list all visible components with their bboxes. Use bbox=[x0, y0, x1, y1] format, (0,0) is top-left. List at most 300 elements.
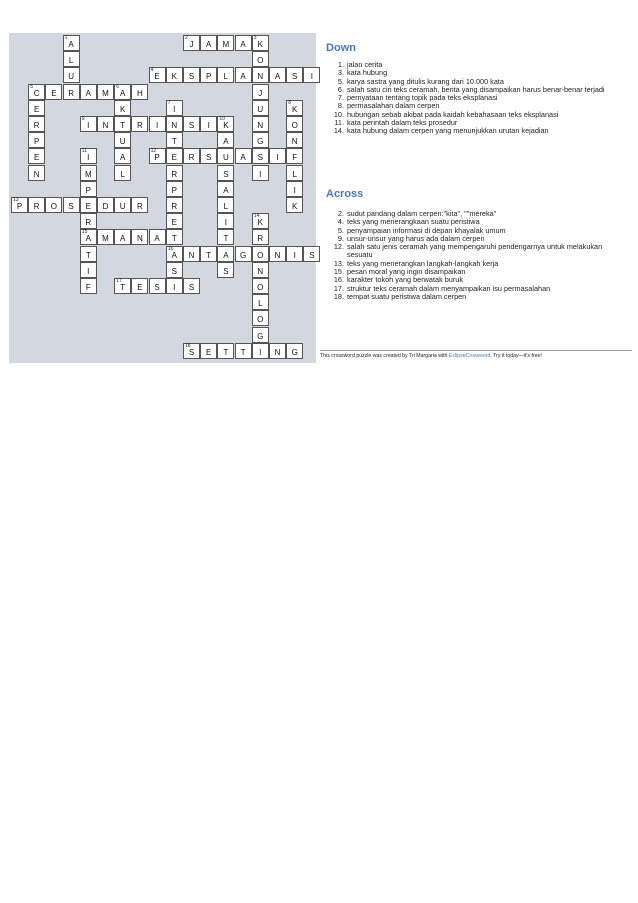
cell-letter: T bbox=[240, 347, 246, 357]
grid-cell[interactable] bbox=[80, 246, 97, 262]
grid-cell[interactable] bbox=[166, 197, 183, 213]
grid-cell[interactable] bbox=[183, 278, 200, 294]
cell-letter: A bbox=[68, 40, 74, 49]
clue-number: 9 bbox=[81, 116, 85, 122]
cell-letter: O bbox=[50, 202, 57, 211]
grid-cell[interactable] bbox=[28, 197, 45, 213]
grid-cell[interactable] bbox=[166, 229, 183, 245]
cell-letter: N bbox=[257, 72, 264, 82]
grid-cell[interactable] bbox=[80, 148, 97, 164]
clue-number: 6. bbox=[337, 84, 344, 94]
cell-letter: I bbox=[87, 153, 90, 163]
cell-letter: K bbox=[223, 121, 229, 130]
grid-cell[interactable] bbox=[252, 213, 269, 229]
grid-cell[interactable] bbox=[252, 148, 269, 164]
cell-letter: R bbox=[85, 218, 92, 228]
crossword-grid bbox=[9, 33, 316, 363]
clue-number: 5. bbox=[337, 76, 344, 86]
cell-letter: A bbox=[120, 88, 126, 98]
clue-number: 14. bbox=[333, 126, 344, 136]
clue-text: hubungan sebab akibat pada kaidah kebahasaan teks eksplanasi bbox=[347, 109, 559, 119]
clue-text: unsur-unsur yang harus ada dalam cerpen bbox=[347, 233, 485, 243]
cell-letter: U bbox=[257, 104, 264, 114]
cell-letter: S bbox=[188, 121, 195, 130]
grid-cell[interactable] bbox=[235, 148, 252, 164]
cell-letter: E bbox=[34, 104, 40, 114]
cell-letter: M bbox=[102, 88, 109, 98]
grid-cell[interactable] bbox=[286, 181, 303, 197]
cell-letter: S bbox=[223, 266, 229, 276]
clue-number: 11. bbox=[334, 118, 344, 128]
cell-letter: D bbox=[102, 202, 109, 211]
grid-cell[interactable] bbox=[252, 116, 269, 132]
across-clue-list bbox=[323, 210, 629, 301]
clue-number: 13. bbox=[333, 258, 344, 268]
across-clue bbox=[323, 243, 629, 260]
cell-letter: G bbox=[239, 250, 247, 260]
grid-cell[interactable] bbox=[80, 229, 97, 245]
grid-cell[interactable] bbox=[166, 262, 183, 278]
clue-text: kata perintah dalam teks prosedur bbox=[347, 118, 458, 128]
cell-letter: T bbox=[171, 137, 177, 147]
cell-letter: R bbox=[137, 121, 143, 130]
cell-letter: A bbox=[120, 153, 126, 163]
grid-cell[interactable] bbox=[217, 165, 234, 181]
clue-number: 12 bbox=[150, 148, 157, 155]
grid-cell[interactable] bbox=[183, 67, 200, 83]
grid-cell[interactable] bbox=[80, 181, 97, 197]
clue-text: sudut pandang dalam cerpen:"kita", ""mereka" bbox=[347, 209, 497, 218]
cell-letter: U bbox=[119, 202, 126, 211]
cell-letter: E bbox=[154, 72, 160, 82]
grid-cell[interactable] bbox=[217, 67, 234, 83]
clue-text: karya sastra yang ditulis kurang dari 10.000 kata bbox=[347, 76, 504, 86]
cell-letter: K bbox=[257, 218, 263, 228]
cell-letter: N bbox=[33, 169, 40, 179]
grid-cell[interactable] bbox=[252, 343, 269, 359]
grid-cell[interactable] bbox=[252, 310, 269, 326]
grid-cell[interactable] bbox=[63, 67, 80, 83]
clue-number: 11 bbox=[81, 148, 87, 155]
grid-cell[interactable] bbox=[114, 100, 131, 116]
clue-text: kata hubung dalam cerpen yang menunjukkan urutan kejadian bbox=[347, 126, 549, 136]
grid-cell[interactable] bbox=[45, 197, 62, 213]
cell-letter: N bbox=[257, 266, 264, 276]
cell-letter: P bbox=[154, 153, 160, 163]
cell-letter: M bbox=[222, 40, 230, 49]
grid-cell[interactable] bbox=[149, 116, 166, 132]
clue-number: 4 bbox=[150, 67, 154, 74]
cell-letter: I bbox=[207, 121, 210, 130]
clue-number: 2. bbox=[337, 209, 344, 218]
cell-letter: R bbox=[188, 153, 195, 163]
grid-cell[interactable] bbox=[235, 35, 252, 51]
cell-letter: A bbox=[120, 234, 126, 244]
grid-cell[interactable] bbox=[252, 132, 269, 148]
cell-letter: A bbox=[240, 40, 246, 49]
grid-cell[interactable] bbox=[252, 35, 269, 51]
cell-letter: E bbox=[85, 202, 91, 211]
cell-letter: A bbox=[85, 88, 91, 98]
cell-letter: F bbox=[85, 283, 91, 292]
eclipsecrossword-link[interactable]: EclipseCrossword bbox=[448, 353, 491, 359]
grid-cell[interactable] bbox=[183, 116, 200, 132]
grid-cell[interactable] bbox=[252, 165, 269, 181]
grid-cell[interactable] bbox=[28, 148, 45, 164]
cell-letter: L bbox=[258, 299, 263, 309]
cell-letter: I bbox=[293, 250, 296, 260]
cell-letter: N bbox=[257, 121, 264, 130]
credit-prefix: This crossword puzzle was created by Tri Margaria with bbox=[320, 353, 449, 359]
cell-letter: S bbox=[68, 202, 74, 211]
clue-number: 17. bbox=[333, 283, 344, 293]
cell-letter: A bbox=[223, 185, 229, 195]
grid-cell[interactable] bbox=[166, 181, 183, 197]
grid-cell[interactable] bbox=[149, 229, 166, 245]
cell-letter: L bbox=[223, 72, 229, 82]
cell-letter: S bbox=[171, 266, 177, 276]
grid-cell[interactable] bbox=[149, 278, 166, 294]
cell-letter: L bbox=[120, 169, 125, 179]
cell-letter: K bbox=[171, 72, 177, 82]
cell-letter: K bbox=[120, 104, 126, 114]
grid-cell[interactable] bbox=[63, 51, 80, 67]
grid-cell[interactable] bbox=[131, 278, 148, 294]
cell-letter: A bbox=[274, 72, 281, 82]
cell-letter: I bbox=[293, 185, 296, 195]
clue-number: 10. bbox=[333, 109, 344, 119]
cell-letter: T bbox=[206, 250, 212, 260]
clue-text: kata hubung bbox=[347, 68, 388, 78]
cell-letter: A bbox=[240, 72, 246, 82]
grid-cell[interactable] bbox=[114, 148, 131, 164]
grid-cell[interactable] bbox=[269, 343, 286, 359]
cell-letter: P bbox=[206, 72, 212, 82]
clue-number: 14 bbox=[253, 213, 260, 220]
cell-letter: A bbox=[240, 153, 246, 163]
clue-number: 1. bbox=[337, 60, 344, 69]
grid-cell[interactable] bbox=[166, 165, 183, 181]
cell-letter: S bbox=[188, 283, 195, 292]
cell-letter: O bbox=[257, 250, 264, 260]
cell-letter: O bbox=[291, 121, 298, 130]
grid-cell[interactable] bbox=[183, 246, 200, 262]
cell-letter: O bbox=[257, 56, 264, 66]
grid-cell[interactable] bbox=[217, 197, 234, 213]
cell-letter: P bbox=[34, 137, 40, 147]
grid-cell[interactable] bbox=[235, 246, 252, 262]
clue-number: 6 bbox=[116, 83, 119, 90]
cell-letter: I bbox=[173, 283, 176, 292]
cell-letter: U bbox=[223, 153, 229, 163]
clue-number: 17 bbox=[116, 278, 122, 284]
grid-cell[interactable] bbox=[286, 246, 303, 262]
grid-cell[interactable] bbox=[166, 213, 183, 229]
clue-text: karakter tokoh yang berwatak buruk bbox=[347, 275, 464, 285]
grid-cell[interactable] bbox=[114, 116, 131, 132]
across-heading: Across bbox=[326, 188, 364, 200]
clue-number: 3 bbox=[253, 35, 257, 41]
cell-letter: G bbox=[257, 137, 264, 147]
grid-cell[interactable] bbox=[252, 67, 269, 83]
cell-letter: K bbox=[292, 202, 298, 211]
cell-letter: N bbox=[188, 250, 195, 260]
grid-cell[interactable] bbox=[11, 197, 28, 213]
grid-cell[interactable] bbox=[97, 229, 114, 245]
grid-cell[interactable] bbox=[235, 343, 252, 359]
grid-cell[interactable] bbox=[131, 229, 148, 245]
grid-cell[interactable] bbox=[63, 197, 80, 213]
grid-cell[interactable] bbox=[252, 100, 269, 116]
grid-cell[interactable] bbox=[200, 148, 217, 164]
cell-letter: S bbox=[188, 347, 195, 357]
grid-cell[interactable] bbox=[28, 132, 45, 148]
grid-cell[interactable] bbox=[235, 67, 252, 83]
grid-cell[interactable] bbox=[286, 67, 303, 83]
clue-text: struktur teks ceramah dalam menyampaikan isu permasalahan bbox=[347, 283, 551, 293]
grid-cell[interactable] bbox=[28, 165, 45, 181]
cell-letter: J bbox=[189, 40, 194, 49]
grid-cell[interactable] bbox=[131, 84, 148, 100]
cell-letter: R bbox=[137, 202, 143, 211]
clue-number: 15 bbox=[81, 229, 88, 236]
cell-letter: M bbox=[102, 234, 109, 244]
clue-number: 7 bbox=[167, 99, 171, 106]
grid-cell[interactable] bbox=[286, 132, 303, 148]
cell-letter: R bbox=[171, 202, 178, 211]
grid-cell[interactable] bbox=[166, 278, 183, 294]
across-clue bbox=[323, 293, 629, 301]
grid-cell[interactable] bbox=[80, 116, 97, 132]
clue-number: 1 bbox=[64, 35, 68, 41]
grid-cell[interactable] bbox=[269, 148, 286, 164]
cell-letter: J bbox=[258, 88, 263, 98]
cell-letter: S bbox=[309, 250, 315, 260]
cell-letter: I bbox=[87, 121, 90, 130]
cell-letter: I bbox=[259, 169, 262, 179]
grid-cell[interactable] bbox=[217, 343, 234, 359]
grid-cell[interactable] bbox=[303, 246, 320, 262]
grid-cell[interactable] bbox=[217, 35, 234, 51]
grid-cell[interactable] bbox=[200, 343, 217, 359]
grid-cell[interactable] bbox=[200, 116, 217, 132]
grid-cell[interactable] bbox=[217, 181, 234, 197]
grid-cell[interactable] bbox=[286, 100, 303, 116]
grid-cell[interactable] bbox=[183, 343, 200, 359]
grid-cell[interactable] bbox=[217, 148, 234, 164]
grid-cell[interactable] bbox=[217, 229, 234, 245]
cell-letter: T bbox=[120, 121, 126, 130]
grid-cell[interactable] bbox=[80, 197, 97, 213]
down-clue-list bbox=[323, 61, 629, 136]
cell-letter: S bbox=[206, 153, 212, 163]
grid-cell[interactable] bbox=[149, 148, 166, 164]
grid-cell[interactable] bbox=[252, 84, 269, 100]
clue-number: 13 bbox=[13, 197, 19, 203]
cell-letter: E bbox=[206, 347, 212, 357]
grid-cell[interactable] bbox=[28, 116, 45, 132]
clue-text: permasalahan dalam cerpen bbox=[347, 101, 440, 111]
cell-letter: A bbox=[223, 250, 229, 260]
clue-number: 8. bbox=[337, 101, 344, 111]
grid-cell[interactable] bbox=[166, 132, 183, 148]
cell-letter: S bbox=[292, 72, 298, 82]
grid-cell[interactable] bbox=[166, 246, 183, 262]
grid-cell[interactable] bbox=[286, 165, 303, 181]
cell-letter: L bbox=[68, 56, 74, 66]
grid-cell[interactable] bbox=[80, 213, 97, 229]
clue-number: 18 bbox=[185, 342, 191, 349]
clue-text: salah satu jenis ceramah yang mempengaruhi pendengarnya untuk melakukan sesuatu bbox=[347, 242, 603, 260]
grid-cell[interactable] bbox=[131, 197, 148, 213]
grid-cell[interactable] bbox=[166, 100, 183, 116]
grid-cell[interactable] bbox=[114, 278, 131, 294]
grid-cell[interactable] bbox=[80, 262, 97, 278]
grid-cell[interactable] bbox=[45, 84, 62, 100]
cell-letter: N bbox=[291, 137, 298, 147]
cell-letter: I bbox=[87, 266, 90, 276]
grid-cell[interactable] bbox=[252, 246, 269, 262]
grid-cell[interactable] bbox=[286, 343, 303, 359]
clue-number: 5 bbox=[30, 83, 33, 90]
clue-number: 9. bbox=[337, 233, 344, 243]
grid-cell[interactable] bbox=[286, 116, 303, 132]
cell-letter: A bbox=[206, 40, 212, 49]
cell-letter: L bbox=[292, 169, 297, 179]
cell-letter: T bbox=[223, 347, 229, 357]
grid-cell[interactable] bbox=[166, 67, 183, 83]
cell-letter: I bbox=[155, 121, 159, 130]
grid-cell[interactable] bbox=[28, 84, 45, 100]
cell-letter: L bbox=[223, 202, 229, 211]
clue-text: tempat suatu peristiwa dalam cerpen bbox=[347, 291, 467, 301]
grid-cell[interactable] bbox=[97, 116, 114, 132]
grid-cell[interactable] bbox=[114, 132, 131, 148]
grid-cell[interactable] bbox=[97, 197, 114, 213]
cell-letter: P bbox=[85, 185, 91, 195]
cell-letter: S bbox=[188, 72, 195, 82]
clue-number: 16 bbox=[167, 245, 174, 252]
cell-letter: M bbox=[84, 169, 92, 179]
clue-text: pernyataan tentang topik pada teks eksplanasi bbox=[347, 93, 498, 103]
cell-letter: I bbox=[276, 153, 279, 163]
grid-cell[interactable] bbox=[97, 84, 114, 100]
grid-cell[interactable] bbox=[63, 84, 80, 100]
grid-cell[interactable] bbox=[114, 84, 131, 100]
clue-number: 5. bbox=[337, 225, 344, 235]
clue-number: 10 bbox=[219, 116, 225, 122]
cell-letter: G bbox=[291, 347, 298, 357]
clue-number: 18. bbox=[333, 291, 344, 301]
cell-letter: N bbox=[274, 347, 281, 357]
grid-cell[interactable] bbox=[166, 148, 183, 164]
clue-number: 4. bbox=[337, 217, 344, 227]
grid-cell[interactable] bbox=[183, 148, 200, 164]
grid-cell[interactable] bbox=[183, 35, 200, 51]
clue-text: pesan moral yang ingin disampaikan bbox=[347, 267, 466, 277]
grid-cell[interactable] bbox=[286, 148, 303, 164]
cell-letter: P bbox=[16, 202, 23, 211]
grid-cell[interactable] bbox=[286, 197, 303, 213]
grid-cell[interactable] bbox=[217, 213, 234, 229]
grid-cell[interactable] bbox=[252, 278, 269, 294]
clue-text: jalan cerita bbox=[347, 60, 383, 69]
grid-cell[interactable] bbox=[200, 67, 217, 83]
cell-letter: F bbox=[292, 153, 298, 163]
clue-text: teks yang menerangkan langkah-langkah kerja bbox=[347, 258, 499, 268]
cell-letter: U bbox=[119, 137, 126, 147]
cell-letter: N bbox=[274, 250, 281, 260]
cell-letter: R bbox=[171, 169, 178, 179]
clue-number: 2 bbox=[185, 35, 188, 41]
grid-cell[interactable] bbox=[217, 246, 234, 262]
cell-letter: A bbox=[154, 234, 160, 244]
cell-letter: R bbox=[33, 202, 40, 211]
credit-suffix: . Try it today—it's free! bbox=[490, 353, 542, 359]
cell-letter: N bbox=[137, 234, 143, 244]
grid-cell[interactable] bbox=[80, 84, 97, 100]
cell-letter: A bbox=[85, 234, 91, 244]
grid-cell[interactable] bbox=[166, 116, 183, 132]
cell-letter: C bbox=[33, 88, 40, 98]
grid-cell[interactable] bbox=[28, 100, 45, 116]
cell-letter: O bbox=[257, 315, 264, 325]
grid-cell[interactable] bbox=[269, 67, 286, 83]
cell-letter: E bbox=[51, 88, 57, 98]
grid-cell[interactable] bbox=[200, 35, 217, 51]
cell-letter: G bbox=[257, 331, 264, 341]
grid-cell[interactable] bbox=[114, 165, 131, 181]
grid-cell[interactable] bbox=[252, 294, 269, 310]
grid-cell[interactable] bbox=[114, 197, 131, 213]
clue-number: 15. bbox=[333, 267, 344, 277]
grid-cell[interactable] bbox=[114, 229, 131, 245]
down-heading: Down bbox=[326, 42, 356, 54]
cell-letter: I bbox=[224, 218, 227, 228]
grid-cell[interactable] bbox=[252, 327, 269, 343]
cell-letter: T bbox=[120, 283, 126, 292]
grid-cell[interactable] bbox=[303, 67, 320, 83]
credit-line bbox=[320, 350, 632, 360]
grid-cell[interactable] bbox=[63, 35, 80, 51]
cell-letter: R bbox=[33, 121, 40, 130]
grid-cell[interactable] bbox=[252, 51, 269, 67]
grid-cell[interactable] bbox=[200, 246, 217, 262]
grid-cell[interactable] bbox=[269, 246, 286, 262]
cell-letter: R bbox=[257, 234, 264, 244]
cell-letter: E bbox=[137, 283, 143, 292]
grid-cell[interactable] bbox=[80, 278, 97, 294]
grid-cell[interactable] bbox=[131, 116, 148, 132]
grid-cell[interactable] bbox=[80, 165, 97, 181]
cell-letter: U bbox=[68, 72, 74, 82]
grid-cell[interactable] bbox=[252, 229, 269, 245]
clue-number: 3. bbox=[337, 68, 344, 78]
grid-cell[interactable] bbox=[217, 116, 234, 132]
cell-letter: O bbox=[257, 283, 264, 292]
grid-cell[interactable] bbox=[217, 262, 234, 278]
cell-letter: R bbox=[68, 88, 74, 98]
grid-cell[interactable] bbox=[217, 132, 234, 148]
cell-letter: N bbox=[171, 121, 178, 130]
cell-letter: N bbox=[102, 121, 109, 130]
clue-number: 7. bbox=[337, 93, 344, 103]
cell-letter: E bbox=[171, 218, 177, 228]
grid-cell[interactable] bbox=[252, 262, 269, 278]
grid-cell[interactable] bbox=[149, 67, 166, 83]
cell-letter: T bbox=[223, 234, 229, 244]
down-clue bbox=[323, 127, 629, 135]
